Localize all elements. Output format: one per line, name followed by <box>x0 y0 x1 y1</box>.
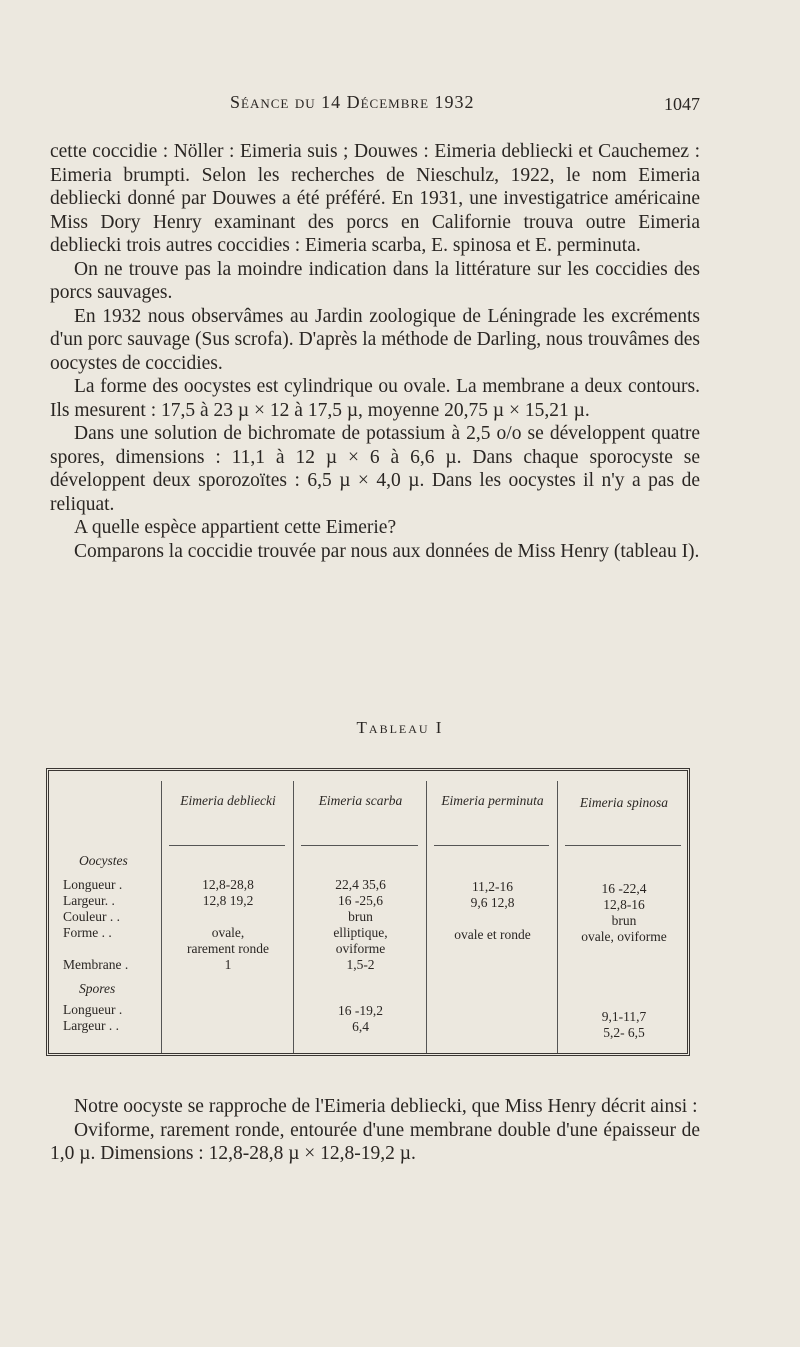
cell-debliecki-longueur: 12,8-28,8 <box>202 877 254 892</box>
cell-spinosa-spore-longueur: 9,1-11,7 <box>601 1009 647 1024</box>
paragraph: Oviforme, rarement ronde, entourée d'une membrane double d'une épaisseur de 1,0 µ. Dimensions : 12,8-28,8 µ × 12,8-19,2 µ. <box>50 1119 700 1164</box>
header-rule <box>565 845 681 846</box>
row-label-longueur: Longueur . <box>63 877 123 892</box>
cell-scarba-largeur: 16 -25,6 <box>338 893 383 908</box>
section-oocystes: Oocystes <box>79 853 128 868</box>
row-label-forme: Forme . . <box>63 925 112 940</box>
row-label-couleur: Couleur . . <box>63 909 120 924</box>
body-text <box>50 140 700 563</box>
cell-perminuta-forme: ovale et ronde <box>454 927 531 942</box>
paragraph: La forme des oocystes est cylindrique ou ovale. La membrane a deux contours. Ils mesurent : 17,5 à 23 µ × 12 à 17,5 µ, moyenne 20,75 µ × 15,21 µ. <box>50 376 700 421</box>
cell-spinosa-couleur: brun <box>611 913 637 928</box>
running-header <box>50 92 700 122</box>
header-title: Séance du 14 Décembre 1932 <box>230 92 475 112</box>
paragraph: On ne trouve pas la moindre indication dans la littérature sur les coccidies des porcs sauvages. <box>50 258 700 303</box>
table-divider <box>161 781 162 1053</box>
cell-spinosa-largeur: 12,8-16 <box>603 897 645 912</box>
cell-perminuta-largeur: 9,6 12,8 <box>470 895 515 910</box>
paragraph: Comparons la coccidie trouvée par nous aux données de Miss Henry (tableau I). <box>74 540 700 562</box>
cell-perminuta-longueur: 11,2-16 <box>471 879 514 894</box>
data-table <box>46 768 690 1056</box>
paragraph: A quelle espèce appartient cette Eimerie? <box>74 517 397 538</box>
cell-scarba-spore-largeur: 6,4 <box>352 1019 369 1034</box>
cell-scarba-membrane: 1,5-2 <box>346 957 375 972</box>
table-title: Tableau I <box>356 718 444 737</box>
cell-spinosa-longueur: 16 -22,4 <box>601 881 647 896</box>
paragraph: cette coccidie : Nöller : Eimeria suis ; Douwes : Eimeria debliecki et Cauchemez : Eimeria brumpti. Selon les recherches de Nieschulz, 1922, le nom Eimeria debliecki donné par Douwes a été préféré. En 1931, une investigatrice américaine Miss Dory Henry examinant des porcs en Californie trouva outre Eimeria debliecki trois autres coccidies : Eimeria scarba, E. spinosa et E. perminuta. <box>50 141 700 256</box>
table-divider <box>426 781 427 1053</box>
cell-spinosa-forme: ovale, oviforme <box>581 929 667 944</box>
page-number: 1047 <box>664 94 700 114</box>
cell-debliecki-membrane: 1 <box>224 957 232 972</box>
row-label-largeur: Largeur. . <box>63 893 115 908</box>
column-header-scarba: Eimeria scarba <box>318 793 403 808</box>
paragraph: Notre oocyste se rapproche de l'Eimeria debliecki, que Miss Henry décrit ainsi : <box>74 1096 698 1117</box>
paragraph: Dans une solution de bichromate de potassium à 2,5 o/o se développent quatre spores, dimensions : 11,1 à 12 µ × 6 à 6,6 µ. Dans chaque sporocyste se développent deux sporozoïtes : 6,5 µ × 4,0 µ. Dans les oocystes il n'y a pas de reliquat. <box>50 423 700 515</box>
cell-scarba-forme: oviforme <box>335 941 386 956</box>
paragraph: En 1932 nous observâmes au Jardin zoologique de Léningrade les excréments d'un porc sauvage (Sus scrofa). D'après la méthode de Darling, nous trouvâmes des oocystes de coccidies. <box>50 305 700 374</box>
cell-spinosa-spore-largeur: 5,2- 6,5 <box>603 1025 645 1040</box>
cell-debliecki-forme: rarement ronde <box>186 941 270 956</box>
cell-scarba-spore-longueur: 16 -19,2 <box>338 1003 383 1018</box>
section-spores: Spores <box>79 981 116 996</box>
cell-scarba-couleur: brun <box>348 909 373 924</box>
cell-scarba-longueur: 22,4 35,6 <box>335 877 386 892</box>
table-divider <box>293 781 294 1053</box>
cell-scarba-forme: elliptique, <box>333 925 388 940</box>
column-header-debliecki: Eimeria debliecki <box>180 793 276 808</box>
row-label-membrane: Membrane . <box>63 957 129 972</box>
column-header-spinosa: Eimeria spinosa <box>579 795 669 810</box>
header-rule <box>301 845 418 846</box>
cell-debliecki-forme: ovale, <box>211 925 245 940</box>
closing-text <box>50 1095 700 1166</box>
table-divider <box>557 781 558 1053</box>
column-header-perminuta: Eimeria perminuta <box>441 793 544 808</box>
row-label-spore-longueur: Longueur . <box>63 1002 123 1017</box>
header-rule <box>434 845 549 846</box>
header-rule <box>169 845 285 846</box>
row-label-spore-largeur: Largeur . . <box>63 1018 119 1033</box>
cell-debliecki-largeur: 12,8 19,2 <box>202 893 254 908</box>
